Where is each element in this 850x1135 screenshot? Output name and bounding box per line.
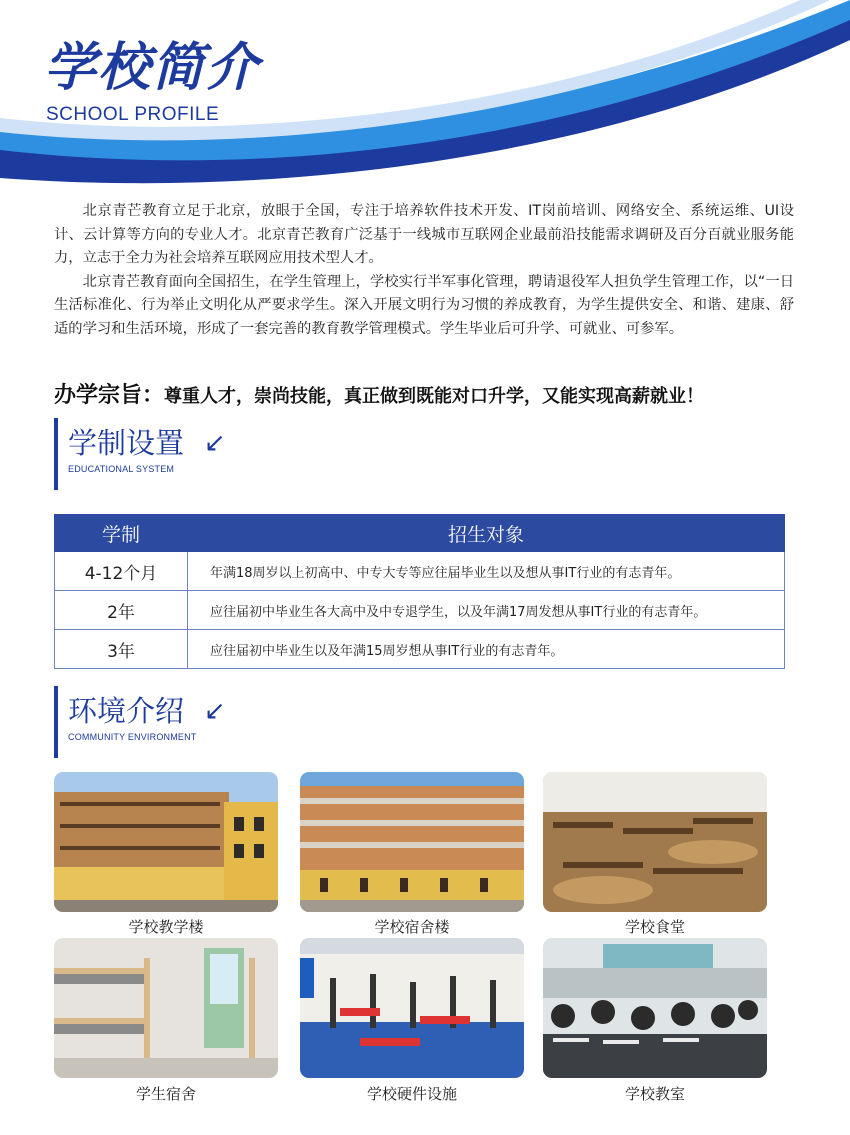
table-row	[55, 552, 785, 591]
motto-text: 尊重人才，崇尚技能，真正做到既能对口升学，又能实现高薪就业！	[164, 386, 705, 407]
section-subtitle: COMMUNITY ENVIRONMENT	[68, 732, 197, 742]
photo-caption: 学校硬件设施	[366, 1085, 457, 1103]
photo-caption: 学校食堂	[624, 918, 685, 936]
photo-caption: 学校宿舍楼	[374, 918, 450, 936]
table-header-term: 学制	[55, 515, 188, 552]
photo-student-dorm	[54, 938, 278, 1078]
table-row	[55, 630, 785, 669]
intro-paragraph: 北京青芒教育立足于北京，放眼于全国，专注于培养软件技术开发、IT岗前培训、网络安全、系统运维、UI设计、云计算等方向的专业人才。北京青芒教育广泛基于一线城市互联网企业最前沿技能需求调研及百分百就业服务能力，立志于全力为社会培养互联网应用技术型人才。	[54, 203, 794, 266]
section-title: 环境介绍	[68, 694, 185, 728]
school-motto	[54, 378, 814, 409]
photo-facilities	[300, 938, 524, 1078]
intro-paragraph: 北京青芒教育面向全国招生，在学生管理上，学校实行半军事化管理，聘请退役军人担负学生管理工作，以“一日生活标准化、行为举止文明化从严要求学生。深入开展文明行为习惯的养成教育，为学生提供安全、和谐、建康、舒适的学习和生活环境，形成了一套完善的教育教学管理模式。学生毕业后可升学、可就业、可参军。	[54, 273, 794, 337]
section-subtitle: EDUCATIONAL SYSTEM	[68, 464, 175, 474]
photo-dormitory-building	[300, 772, 524, 912]
page-subtitle: SCHOOL PROFILE	[46, 104, 220, 125]
table-cell-target: 应往届初中毕业生各大高中及中专退学生，以及年满17周发想从事IT行业的有志青年。	[188, 591, 785, 630]
table-header-row	[55, 515, 785, 552]
page-header	[0, 0, 850, 190]
intro-text	[54, 200, 794, 341]
table-cell-term: 3年	[55, 630, 188, 669]
table-row	[55, 591, 785, 630]
table-header-target: 招生对象	[188, 515, 785, 552]
section-accent-bar	[54, 686, 58, 758]
table-cell-target: 应往届初中毕业生以及年满15周岁想从事IT行业的有志青年。	[188, 630, 785, 669]
section-heading-environment	[54, 686, 254, 758]
table-cell-term: 4-12个月	[55, 552, 188, 591]
program-table	[54, 514, 785, 669]
photo-canteen	[543, 772, 767, 912]
arrow-down-left-icon: ↙	[204, 696, 226, 726]
arrow-down-left-icon: ↙	[204, 428, 226, 458]
photo-caption: 学校教室	[624, 1085, 685, 1103]
photo-caption: 学校教学楼	[128, 918, 204, 936]
photo-teaching-building	[54, 772, 278, 912]
section-heading-system	[54, 418, 254, 490]
photo-classroom	[543, 938, 767, 1078]
page-title: 学校简介	[44, 38, 261, 98]
table-cell-term: 2年	[55, 591, 188, 630]
section-title: 学制设置	[68, 426, 185, 460]
photo-caption: 学生宿舍	[135, 1085, 196, 1103]
section-accent-bar	[54, 418, 58, 490]
table-cell-target: 年满18周岁以上初高中、中专大专等应往届毕业生以及想从事IT行业的有志青年。	[188, 552, 785, 591]
motto-label: 办学宗旨：	[54, 383, 165, 408]
